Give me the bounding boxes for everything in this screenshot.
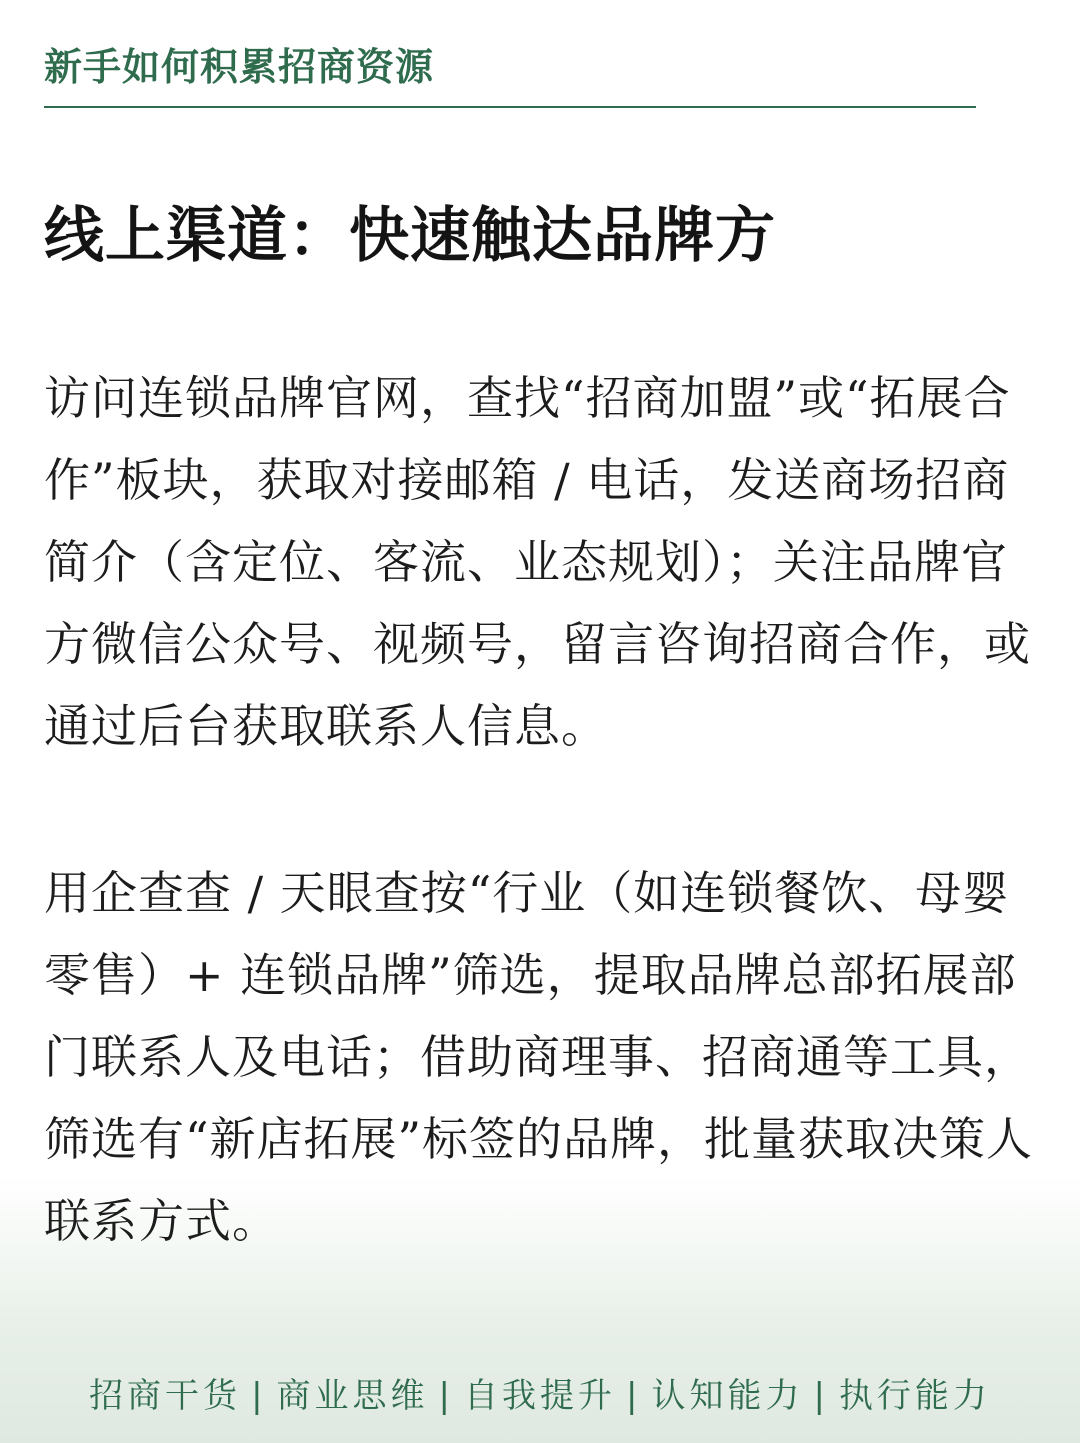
paragraph-database-tools: 用企查查 / 天眼查按“行业（如连锁餐饮、母婴零售）+ 连锁品牌”筛选，提取品牌总部拓展部门联系人及电话；借助商理事、招商通等工具，筛选有“新店拓展”标签的品牌，批量获取决策人联系方式。: [44, 866, 1034, 1248]
page-title: 新手如何积累招商资源: [44, 44, 435, 89]
paragraph-online-official: 访问连锁品牌官网，查找“招商加盟”或“拓展合作”板块，获取对接邮箱 / 电话，发送商场招商简介（含定位、客流、业态规划）；关注品牌官方微信公众号、视频号，留言咨询招商合作，或通过后台获取联系人信息。: [44, 371, 1031, 753]
tag-separator: |: [438, 1376, 454, 1416]
tag-item: 商业思维: [276, 1376, 429, 1416]
tag-separator: |: [813, 1376, 829, 1416]
tag-separator: |: [251, 1376, 267, 1416]
tag-item: 招商干货: [89, 1376, 242, 1416]
section-heading: 线上渠道：快速触达品牌方: [44, 201, 776, 271]
tag-item: 认知能力: [651, 1376, 804, 1416]
tag-separator: |: [626, 1376, 642, 1416]
tag-item: 自我提升: [464, 1376, 616, 1416]
tag-item: 执行能力: [838, 1376, 991, 1416]
header-divider: [44, 106, 976, 108]
footer-tags: [0, 1376, 1080, 1417]
